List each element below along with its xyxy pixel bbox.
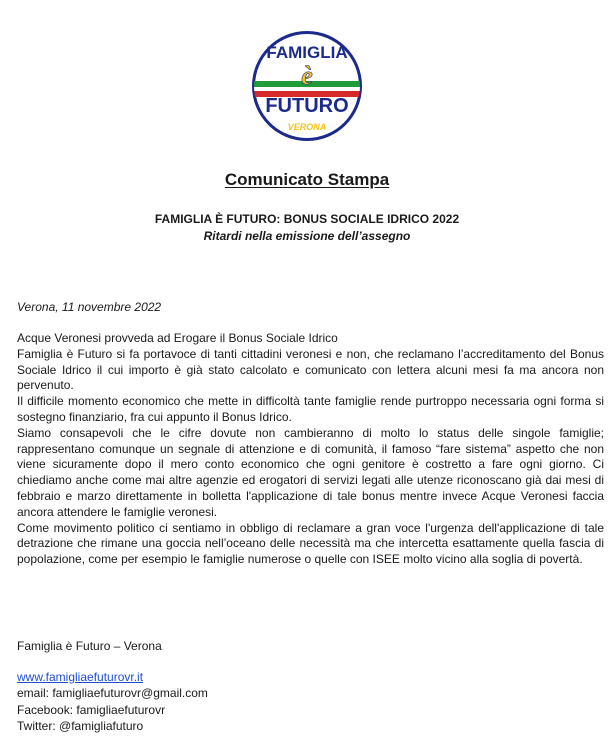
- email-contact: email: famigliaefuturovr@gmail.com: [17, 686, 208, 701]
- paragraph: Il difficile momento economico che mette in difficoltà tante famiglie rende purtroppo necessaria ogni forma si sostegno finanziario, fra cui appunto il Bonus Idrico.: [17, 394, 604, 424]
- paragraph-lead: Acque Veronesi provveda ad Erogare il Bonus Sociale Idrico: [17, 331, 338, 345]
- contacts-block: [17, 669, 208, 735]
- paragraph: Siamo consapevoli che le cifre dovute non cambieranno di molto lo status delle singole famiglie; rappresentano comunque un segnale di attenzione e di comunità, il famoso “fare sistema” aspetto che non viene sicuramente dopo il mero conto economico che ogni genitore è costretto a fare ogni giorno. Ci chiediamo anche come mai altre agenzie ed erogatori di servizi legati alle utenze riconoscano già dai mesi di febbraio e marzo direttamente in bolletta l'applicazione di tale bonus mentre invece Acque Veronesi faccia ancora attendere le famiglie veronesi.: [17, 425, 604, 519]
- dateline: Verona, 11 novembre 2022: [17, 300, 162, 314]
- page-title: Comunicato Stampa: [224, 170, 390, 189]
- logo-connector: è: [301, 61, 313, 90]
- twitter-contact: Twitter: @famigliafuturo: [17, 719, 144, 734]
- paragraph: Come movimento politico ci sentiamo in obbligo di reclamare a gran voce l'urgenza dell'applicazione di tale detrazione che rimane una goccia nell’oceano delle necessità ma che intercetta esattamente quella fascia di popolazione, come per esempio le famiglie numerose o quelle con ISEE molto vicino alla soglia di povertà.: [17, 520, 604, 567]
- logo-line1: FAMIGLIA: [266, 43, 348, 62]
- subheadline: Ritardi nella emissione dell’assegno: [203, 229, 411, 243]
- logo-line3: VERONA: [287, 122, 327, 132]
- famiglia-e-futuro-logo: [251, 30, 363, 142]
- headline: FAMIGLIA È FUTURO: BONUS SOCIALE IDRICO 2022: [154, 212, 460, 226]
- paragraph: Famiglia è Futuro si fa portavoce di tanti cittadini veronesi e non, che reclamano l’accreditamento del Bonus Sociale Idrico il cui importo è già stato calcolato e comunicato con lettera alcuni mesi fa ma ancora non pervenuto.: [17, 346, 604, 393]
- facebook-contact: Facebook: famigliaefuturovr: [17, 702, 166, 717]
- website-link[interactable]: www.famigliaefuturovr.it: [17, 670, 144, 684]
- signature: Famiglia è Futuro – Verona: [17, 639, 162, 653]
- press-release-body: [17, 331, 604, 568]
- logo-line2: FUTURO: [265, 95, 349, 117]
